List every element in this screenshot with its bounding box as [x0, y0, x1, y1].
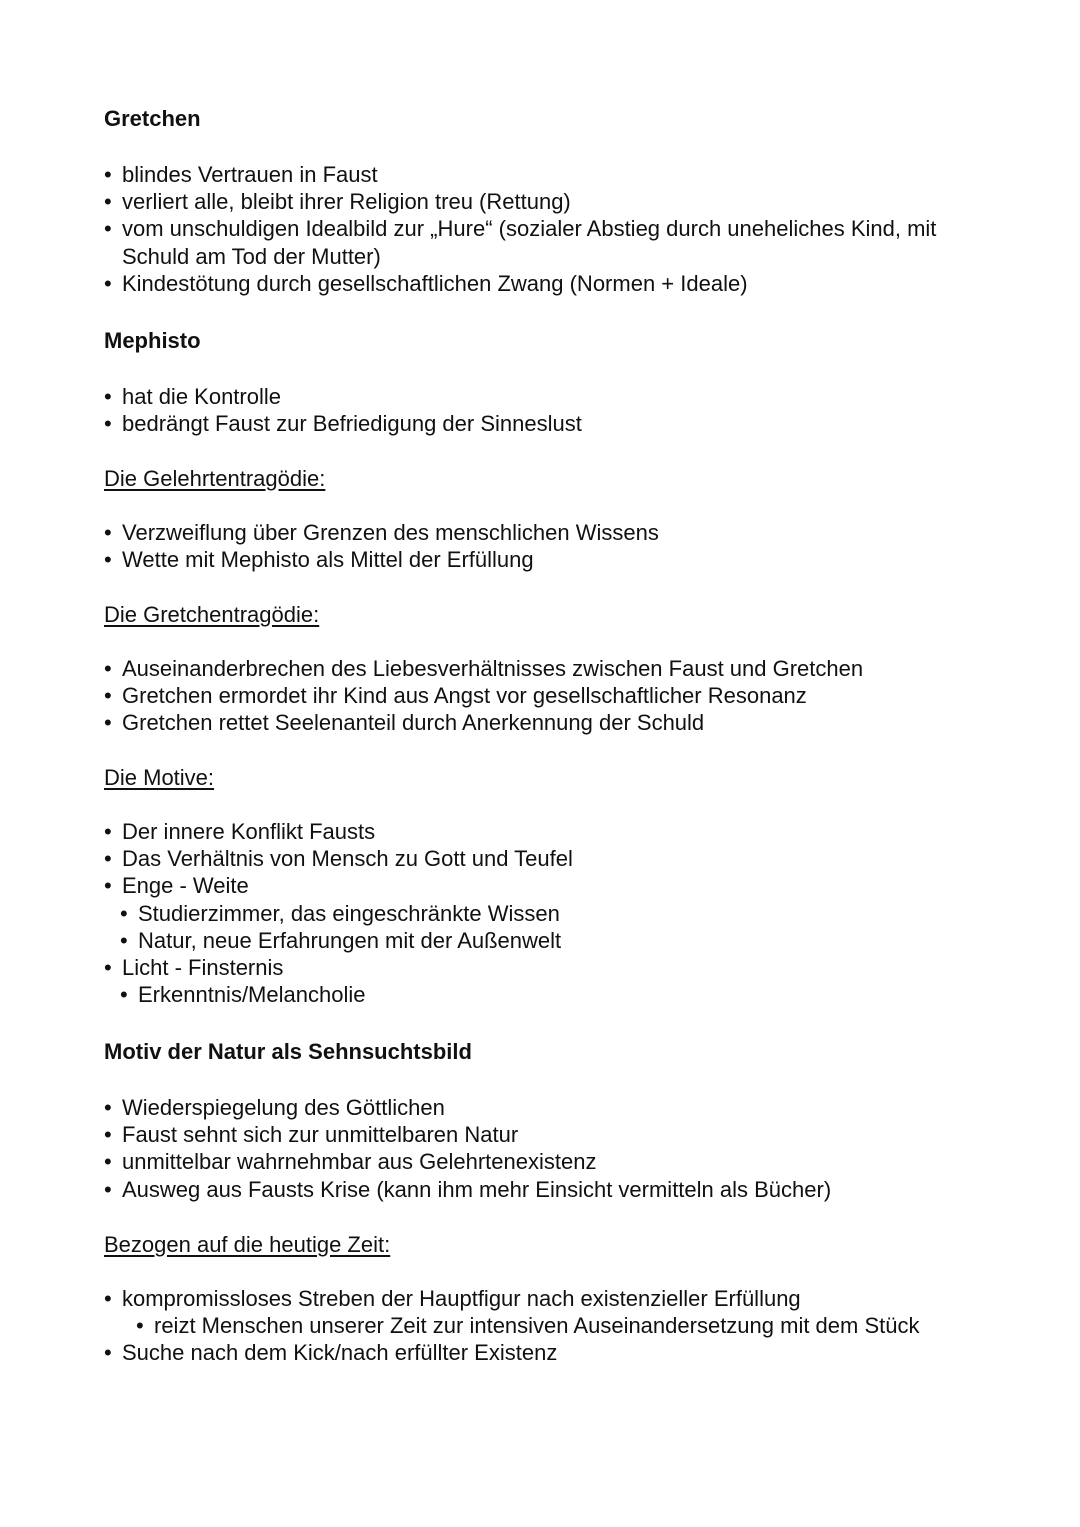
heading-gretchen: Gretchen	[104, 106, 201, 131]
heading-natur: Motiv der Natur als Sehnsuchtsbild	[104, 1039, 472, 1064]
heading-heute: Bezogen auf die heutige Zeit:	[104, 1232, 391, 1257]
heading-motive: Die Motive:	[104, 765, 215, 790]
heading-mephisto: Mephisto	[104, 328, 201, 353]
list-item: • Suche nach dem Kick/nach erfüllter Existenz	[104, 1339, 970, 1366]
list-item: • Studierzimmer, das eingeschränkte Wissen	[120, 900, 970, 927]
list-item: • reizt Menschen unserer Zeit zur intensiven Auseinandersetzung mit dem Stück	[136, 1312, 970, 1339]
list-item: • kompromissloses Streben der Hauptfigur nach existenzieller Erfüllung	[104, 1285, 970, 1312]
list-gretchentragoedie	[104, 655, 970, 737]
list-mephisto	[104, 383, 970, 437]
list-item: • unmittelbar wahrnehmbar aus Gelehrtenexistenz	[104, 1148, 970, 1175]
list-heute	[104, 1285, 970, 1367]
list-item: • blindes Vertrauen in Faust	[104, 161, 970, 188]
heading-gelehrtentragoedie: Die Gelehrtentragödie:	[104, 466, 326, 491]
list-item: • Verzweiflung über Grenzen des menschlichen Wissens	[104, 519, 970, 546]
list-item: • Natur, neue Erfahrungen mit der Außenwelt	[120, 927, 970, 954]
list-item: • verliert alle, bleibt ihrer Religion treu (Rettung)	[104, 188, 970, 215]
list-item: • Kindestötung durch gesellschaftlichen Zwang (Normen + Ideale)	[104, 270, 970, 297]
list-item: • Licht - Finsternis	[104, 954, 970, 981]
list-item: • bedrängt Faust zur Befriedigung der Sinneslust	[104, 410, 970, 437]
list-item: • Auseinanderbrechen des Liebesverhältnisses zwischen Faust und Gretchen	[104, 655, 970, 682]
list-item: • Faust sehnt sich zur unmittelbaren Natur	[104, 1121, 970, 1148]
list-item: • hat die Kontrolle	[104, 383, 970, 410]
list-gelehrtentragoedie	[104, 519, 970, 573]
list-gretchen	[104, 161, 970, 297]
list-item: • Gretchen ermordet ihr Kind aus Angst vor gesellschaftlicher Resonanz	[104, 682, 970, 709]
list-motive	[104, 818, 970, 1008]
list-item: • Das Verhältnis von Mensch zu Gott und Teufel	[104, 845, 970, 872]
list-item: • Enge - Weite	[104, 872, 970, 899]
list-item: • vom unschuldigen Idealbild zur „Hure“ (sozialer Abstieg durch uneheliches Kind, mit Schuld am Tod der Mutter)	[104, 215, 970, 269]
list-item: • Wette mit Mephisto als Mittel der Erfüllung	[104, 546, 970, 573]
list-natur	[104, 1094, 970, 1203]
heading-gretchentragoedie: Die Gretchentragödie:	[104, 602, 320, 627]
list-item: • Ausweg aus Fausts Krise (kann ihm mehr Einsicht vermitteln als Bücher)	[104, 1176, 970, 1203]
list-item: • Der innere Konflikt Fausts	[104, 818, 970, 845]
list-item: • Erkenntnis/Melancholie	[120, 981, 970, 1008]
list-item: • Gretchen rettet Seelenanteil durch Anerkennung der Schuld	[104, 709, 970, 736]
list-item: • Wiederspiegelung des Göttlichen	[104, 1094, 970, 1121]
